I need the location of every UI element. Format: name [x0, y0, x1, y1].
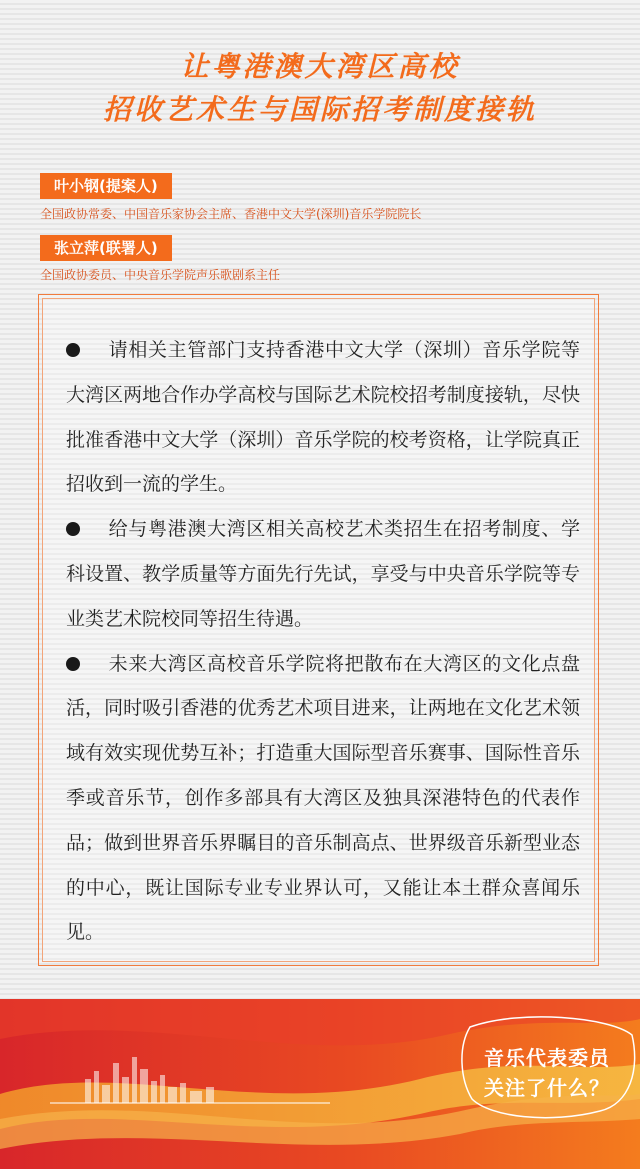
proposal-paragraph-1: 请相关主管部门支持香港中文大学（深圳）音乐学院等大湾区两地合作办学高校与国际艺术院校招考制度接轨，尽快批准香港中文大学（深圳）音乐学院的校考资格，让学院真正招收到一流的学生。 — [66, 328, 580, 507]
proposal-paragraph-3: 未来大湾区高校音乐学院将把散布在大湾区的文化点盘活，同时吸引香港的优秀艺术项目进来，让两地在文化艺术领域有效实现优势互补；打造重大国际型音乐赛事、国际性音乐季或音乐节，创作多部具有大湾区及独具深港特色的代表作品；做到世界音乐界瞩目的音乐制高点、世界级音乐新型业态的中心，既让国际专业专业界认可，又能让本土群众喜闻乐见。 — [66, 642, 580, 956]
page-title-line-1: 让粤港澳大湾区高校 — [180, 50, 460, 83]
bullet-icon — [66, 642, 108, 687]
proposer-name-badge: 叶小钢(提案人) — [40, 173, 172, 199]
badge-line-2: 关注了什么？ — [484, 1076, 610, 1100]
bullet-icon — [66, 328, 108, 373]
proposal-paragraph-2: 给与粤港澳大湾区相关高校艺术类招生在招考制度、学科设置、教学质量等方面先行先试，享受与中央音乐学院等专业类艺术院校同等招生待遇。 — [66, 507, 580, 641]
cosigner-role: 全国政协委员、中央音乐学院声乐歌剧系主任 — [40, 268, 281, 282]
proposal-body — [66, 328, 580, 955]
proposer-role: 全国政协常委、中国音乐家协会主席、香港中文大学(深圳)音乐学院院长 — [40, 207, 422, 221]
badge-line-1: 音乐代表委员 — [484, 1046, 610, 1070]
page-title-line-2: 招收艺术生与国际招考制度接轨 — [102, 93, 537, 126]
bullet-icon — [66, 507, 108, 552]
cosigner-name-badge: 张立萍(联署人) — [40, 235, 172, 261]
